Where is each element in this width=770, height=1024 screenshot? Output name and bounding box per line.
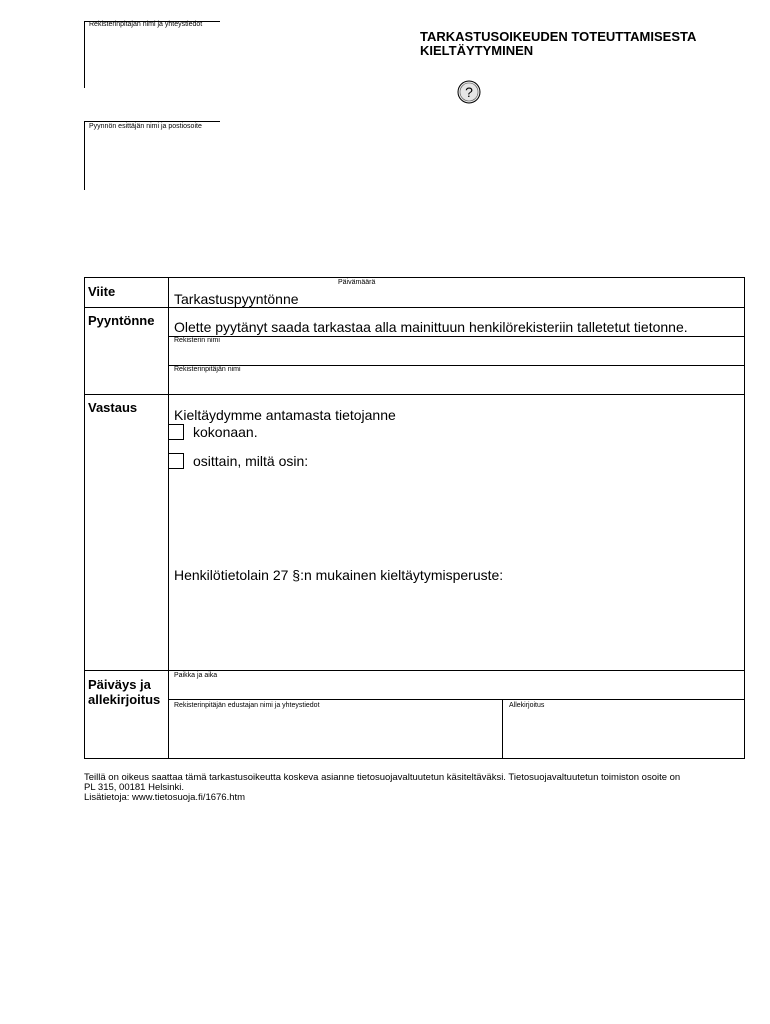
viite-text: Tarkastuspyyntönne bbox=[174, 291, 299, 307]
controller-name-label: Rekisterinpitäjän nimi bbox=[174, 366, 241, 373]
controller-box-label: Rekisterinpitäjän nimi ja yhteystiedot bbox=[89, 21, 203, 28]
footer-line1: Teillä on oikeus saattaa tämä tarkastusoikeutta koskeva asianne tietosuojavaltuutetun käsiteltäväksi. Tietosuojavaltuutetun toimiston osoite on bbox=[84, 772, 681, 783]
vastaus-intro: Kieltäydymme antamasta tietojanne bbox=[174, 407, 396, 423]
representative-label: Rekisterinpitäjän edustajan nimi ja yhteystiedot bbox=[174, 702, 320, 709]
signature-label-line1: Päiväys ja bbox=[88, 677, 151, 692]
full-refusal-label: kokonaan. bbox=[193, 424, 258, 440]
document-title-line2: KIELTÄYTYMINEN bbox=[420, 43, 534, 58]
vastaus-label: Vastaus bbox=[88, 400, 138, 415]
requester-box-label: Pyynnön esittäjän nimi ja postiosoite bbox=[89, 123, 202, 130]
place-date-label: Paikka ja aika bbox=[174, 672, 218, 679]
viite-label: Viite bbox=[88, 284, 116, 299]
signature-label-line2: allekirjoitus bbox=[88, 692, 161, 707]
footer-line3: Lisätietoja: www.tietosuoja.fi/1676.htm bbox=[84, 792, 246, 803]
date-label: Päivämäärä bbox=[338, 279, 376, 286]
register-name-label: Rekisterin nimi bbox=[174, 337, 220, 344]
pyynto-label: Pyyntönne bbox=[88, 313, 155, 328]
document-title-line1: TARKASTUSOIKEUDEN TOTEUTTAMISESTA bbox=[420, 29, 697, 44]
partial-refusal-checkbox[interactable] bbox=[168, 453, 184, 469]
signature-field-label: Allekirjoitus bbox=[509, 702, 545, 709]
svg-text:?: ? bbox=[465, 84, 473, 100]
question-mark-icon[interactable] bbox=[457, 80, 481, 104]
footer-line2: PL 315, 00181 Helsinki. bbox=[84, 782, 184, 793]
partial-refusal-label: osittain, miltä osin: bbox=[193, 453, 309, 469]
legal-basis-label: Henkilötietolain 27 §:n mukainen kieltäytymisperuste: bbox=[174, 567, 504, 583]
pyynto-text: Olette pyytänyt saada tarkastaa alla mainittuun henkilörekisteriin talletetut tietonne. bbox=[174, 319, 688, 335]
full-refusal-checkbox[interactable] bbox=[168, 424, 184, 440]
